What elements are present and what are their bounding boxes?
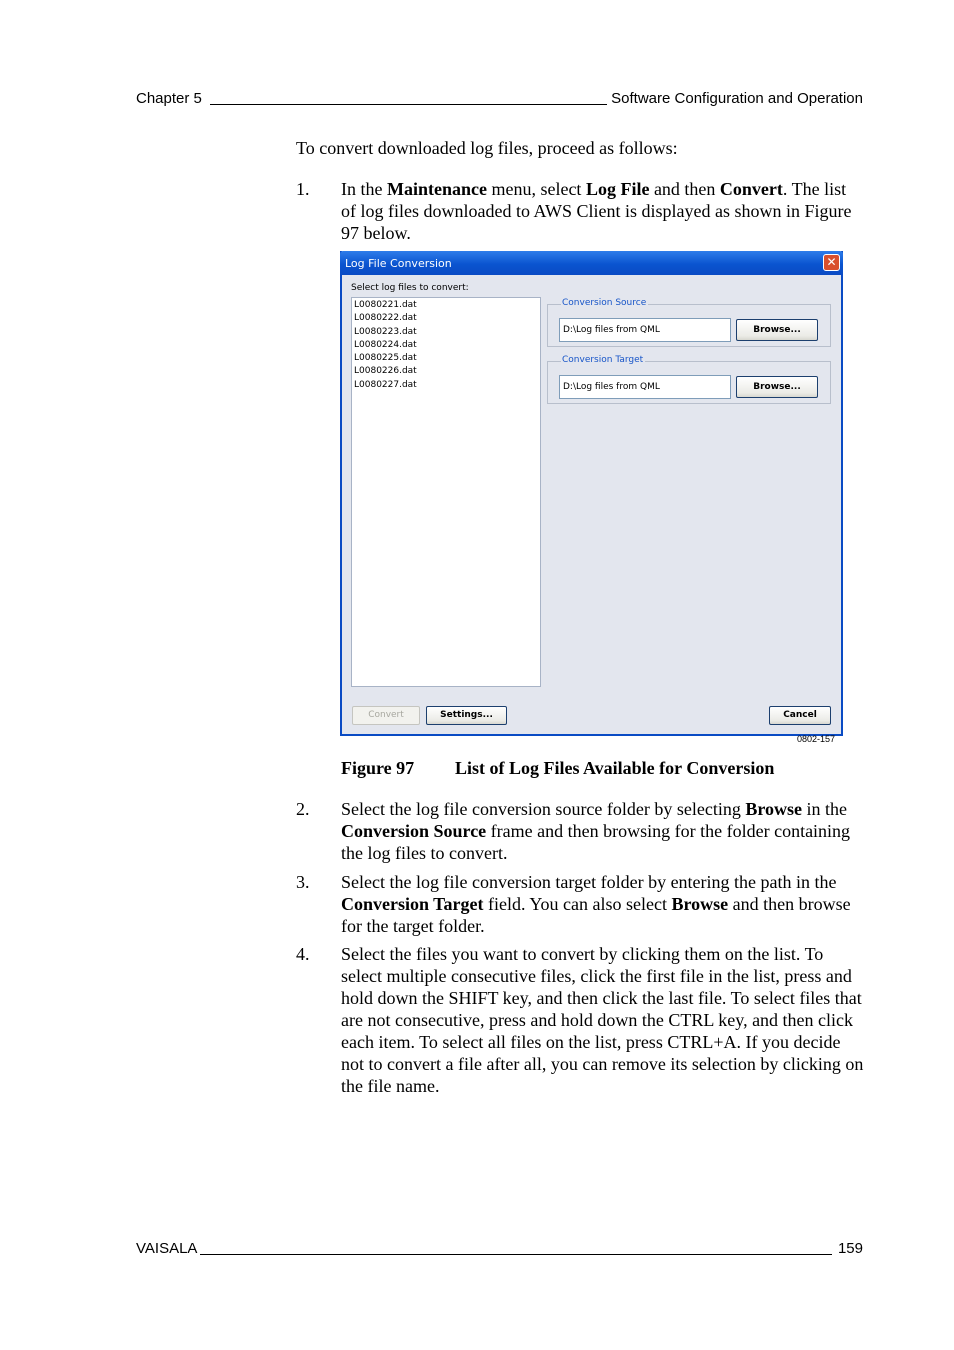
footer-rule: [200, 1254, 832, 1255]
text-run: Select the log file conversion source folder by selecting: [341, 799, 746, 819]
log-file-item[interactable]: L0080226.dat: [354, 366, 417, 377]
select-files-label: Select log files to convert:: [351, 283, 469, 293]
bold-term: Browse: [671, 894, 729, 914]
log-file-conversion-dialog: [340, 251, 843, 736]
log-file-item[interactable]: L0080223.dat: [354, 326, 417, 337]
header-chapter: Chapter 5: [136, 90, 202, 107]
conversion-target-input[interactable]: [559, 375, 731, 399]
step-text: [341, 178, 864, 244]
step-number: 1.: [296, 179, 310, 199]
step-text: [341, 871, 864, 937]
conversion-source-input[interactable]: [559, 318, 731, 342]
page-header: [136, 90, 863, 108]
figure-number: Figure 97: [341, 758, 415, 778]
cancel-button[interactable]: Cancel: [769, 706, 831, 725]
intro-paragraph: To convert downloaded log files, proceed as follows:: [296, 138, 678, 158]
dialog-title: Log File Conversion: [345, 257, 452, 270]
text-run: Select the log file conversion target folder by entering the path in the: [341, 872, 837, 892]
text-run: frame and then browsing for the folder containing the log files to convert.: [341, 821, 851, 863]
log-file-list[interactable]: [351, 297, 541, 687]
log-file-item[interactable]: L0080225.dat: [354, 353, 417, 364]
conversion-source-legend: Conversion Source: [562, 298, 647, 308]
bold-term: Conversion Target: [341, 894, 484, 914]
text-run: menu, select: [486, 179, 586, 199]
footer-company: VAISALA: [136, 1240, 198, 1257]
header-rule: [210, 104, 607, 105]
log-file-item[interactable]: L0080227.dat: [354, 379, 417, 390]
conversion-source-frame: [547, 298, 831, 347]
text-run: . The list of log files downloaded to AWS Client is displayed as shown in Figure 97 below.: [341, 179, 852, 243]
step-text: [341, 798, 864, 864]
step-number: 4.: [296, 944, 310, 964]
source-browse-button[interactable]: Browse...: [736, 319, 818, 341]
page-footer: [136, 1240, 863, 1258]
log-file-item[interactable]: L0080221.dat: [354, 300, 417, 310]
conversion-target-legend: Conversion Target: [562, 355, 644, 365]
text-run: in the: [802, 799, 848, 819]
settings-button[interactable]: Settings...: [426, 706, 507, 725]
bold-term: Conversion Source: [341, 821, 487, 841]
step-number: 2.: [296, 799, 310, 819]
figure-caption-text: List of Log Files Available for Conversion: [455, 758, 775, 778]
header-section: Software Configuration and Operation: [611, 90, 863, 107]
text-run: Select the files you want to convert by clicking them on the list. To select multiple consecutive files, click the first file in the list, press and hold down the SHIFT key, and then click the last file. To select files that are not consecutive, press and hold down the CTRL key, and then click each item. To select all files on the list, press CTRL+A. If you decide not to convert a file after all, you can remove its selection by clicking on the file name.: [341, 944, 864, 1096]
log-file-item[interactable]: L0080224.dat: [354, 339, 417, 350]
figure-id: 0802-157: [797, 734, 836, 744]
log-file-item[interactable]: L0080222.dat: [354, 313, 417, 324]
bold-term: Convert: [719, 179, 783, 199]
dialog-titlebar[interactable]: [340, 251, 843, 275]
page-number: 159: [837, 1240, 863, 1257]
text-run: and then: [649, 179, 720, 199]
step-3: [296, 871, 864, 937]
text-run: and then browse for the target folder.: [341, 894, 851, 936]
step-text: [341, 943, 864, 1097]
step-2: [296, 798, 864, 864]
conversion-target-frame: [547, 355, 831, 404]
text-run: field. You can also select: [483, 894, 672, 914]
bold-term: Browse: [745, 799, 803, 819]
target-browse-button[interactable]: Browse...: [736, 376, 818, 398]
text-run: In the: [341, 179, 387, 199]
bold-term: Log File: [585, 179, 650, 199]
bold-term: Maintenance: [386, 179, 487, 199]
step-1: [296, 178, 864, 244]
close-icon[interactable]: ✕: [823, 254, 840, 271]
figure-caption: [341, 757, 774, 779]
step-4: [296, 943, 864, 1097]
convert-button[interactable]: Convert: [352, 706, 420, 725]
step-number: 3.: [296, 872, 310, 892]
